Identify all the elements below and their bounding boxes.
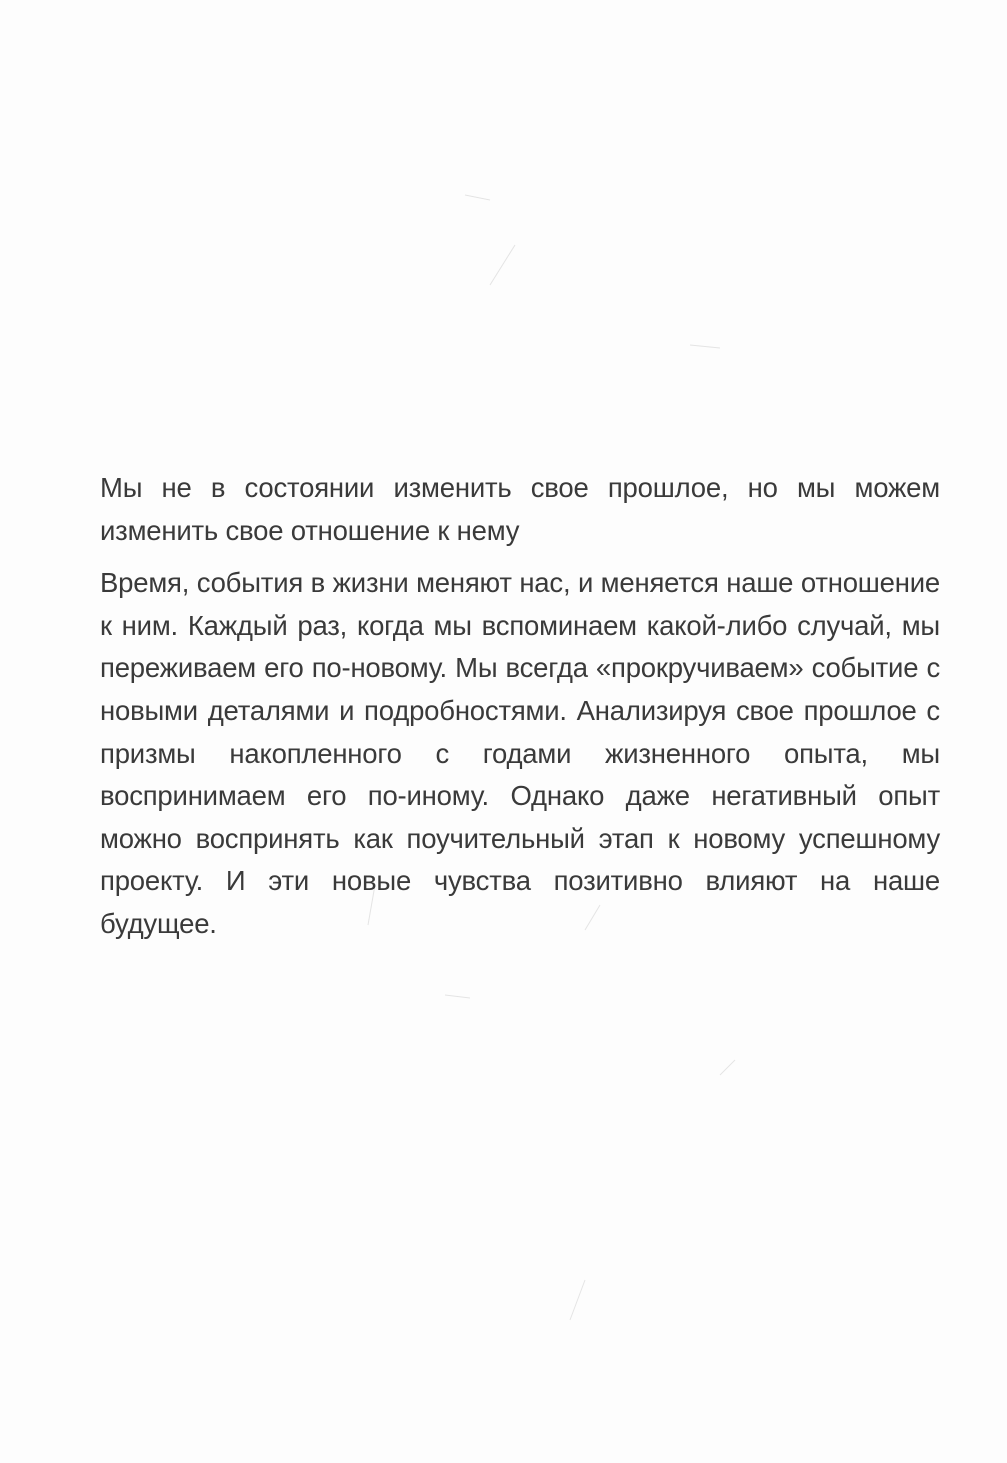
paper-fiber-mark (465, 195, 490, 200)
paper-fiber-mark (690, 345, 720, 348)
paper-fiber-mark (490, 245, 515, 285)
lead-paragraph: Мы не в состоянии изменить свое прошлое, но мы можем изменить свое отношение к нему (100, 472, 940, 546)
paper-fiber-mark (570, 1280, 585, 1320)
text-block (100, 467, 940, 946)
body-paragraph: Время, события в жизни меняют нас, и меняется наше отношение к ним. Каждый раз, когда мы вспоминаем какой-либо случай, мы переживаем его по-новому. Мы всегда «прокручиваем» событие с новыми деталями и подробностями. Анализируя свое прошлое с призмы накопленного с годами жизненного опыта, мы воспринимаем его по-иному. Однако даже негативный опыт можно воспринять как поучительный этап к новому успешному проекту. И эти новые чувства позитивно влияют на наше будущее. (100, 567, 940, 939)
paper-fiber-mark (445, 995, 470, 998)
paper-fiber-mark (720, 1060, 735, 1075)
